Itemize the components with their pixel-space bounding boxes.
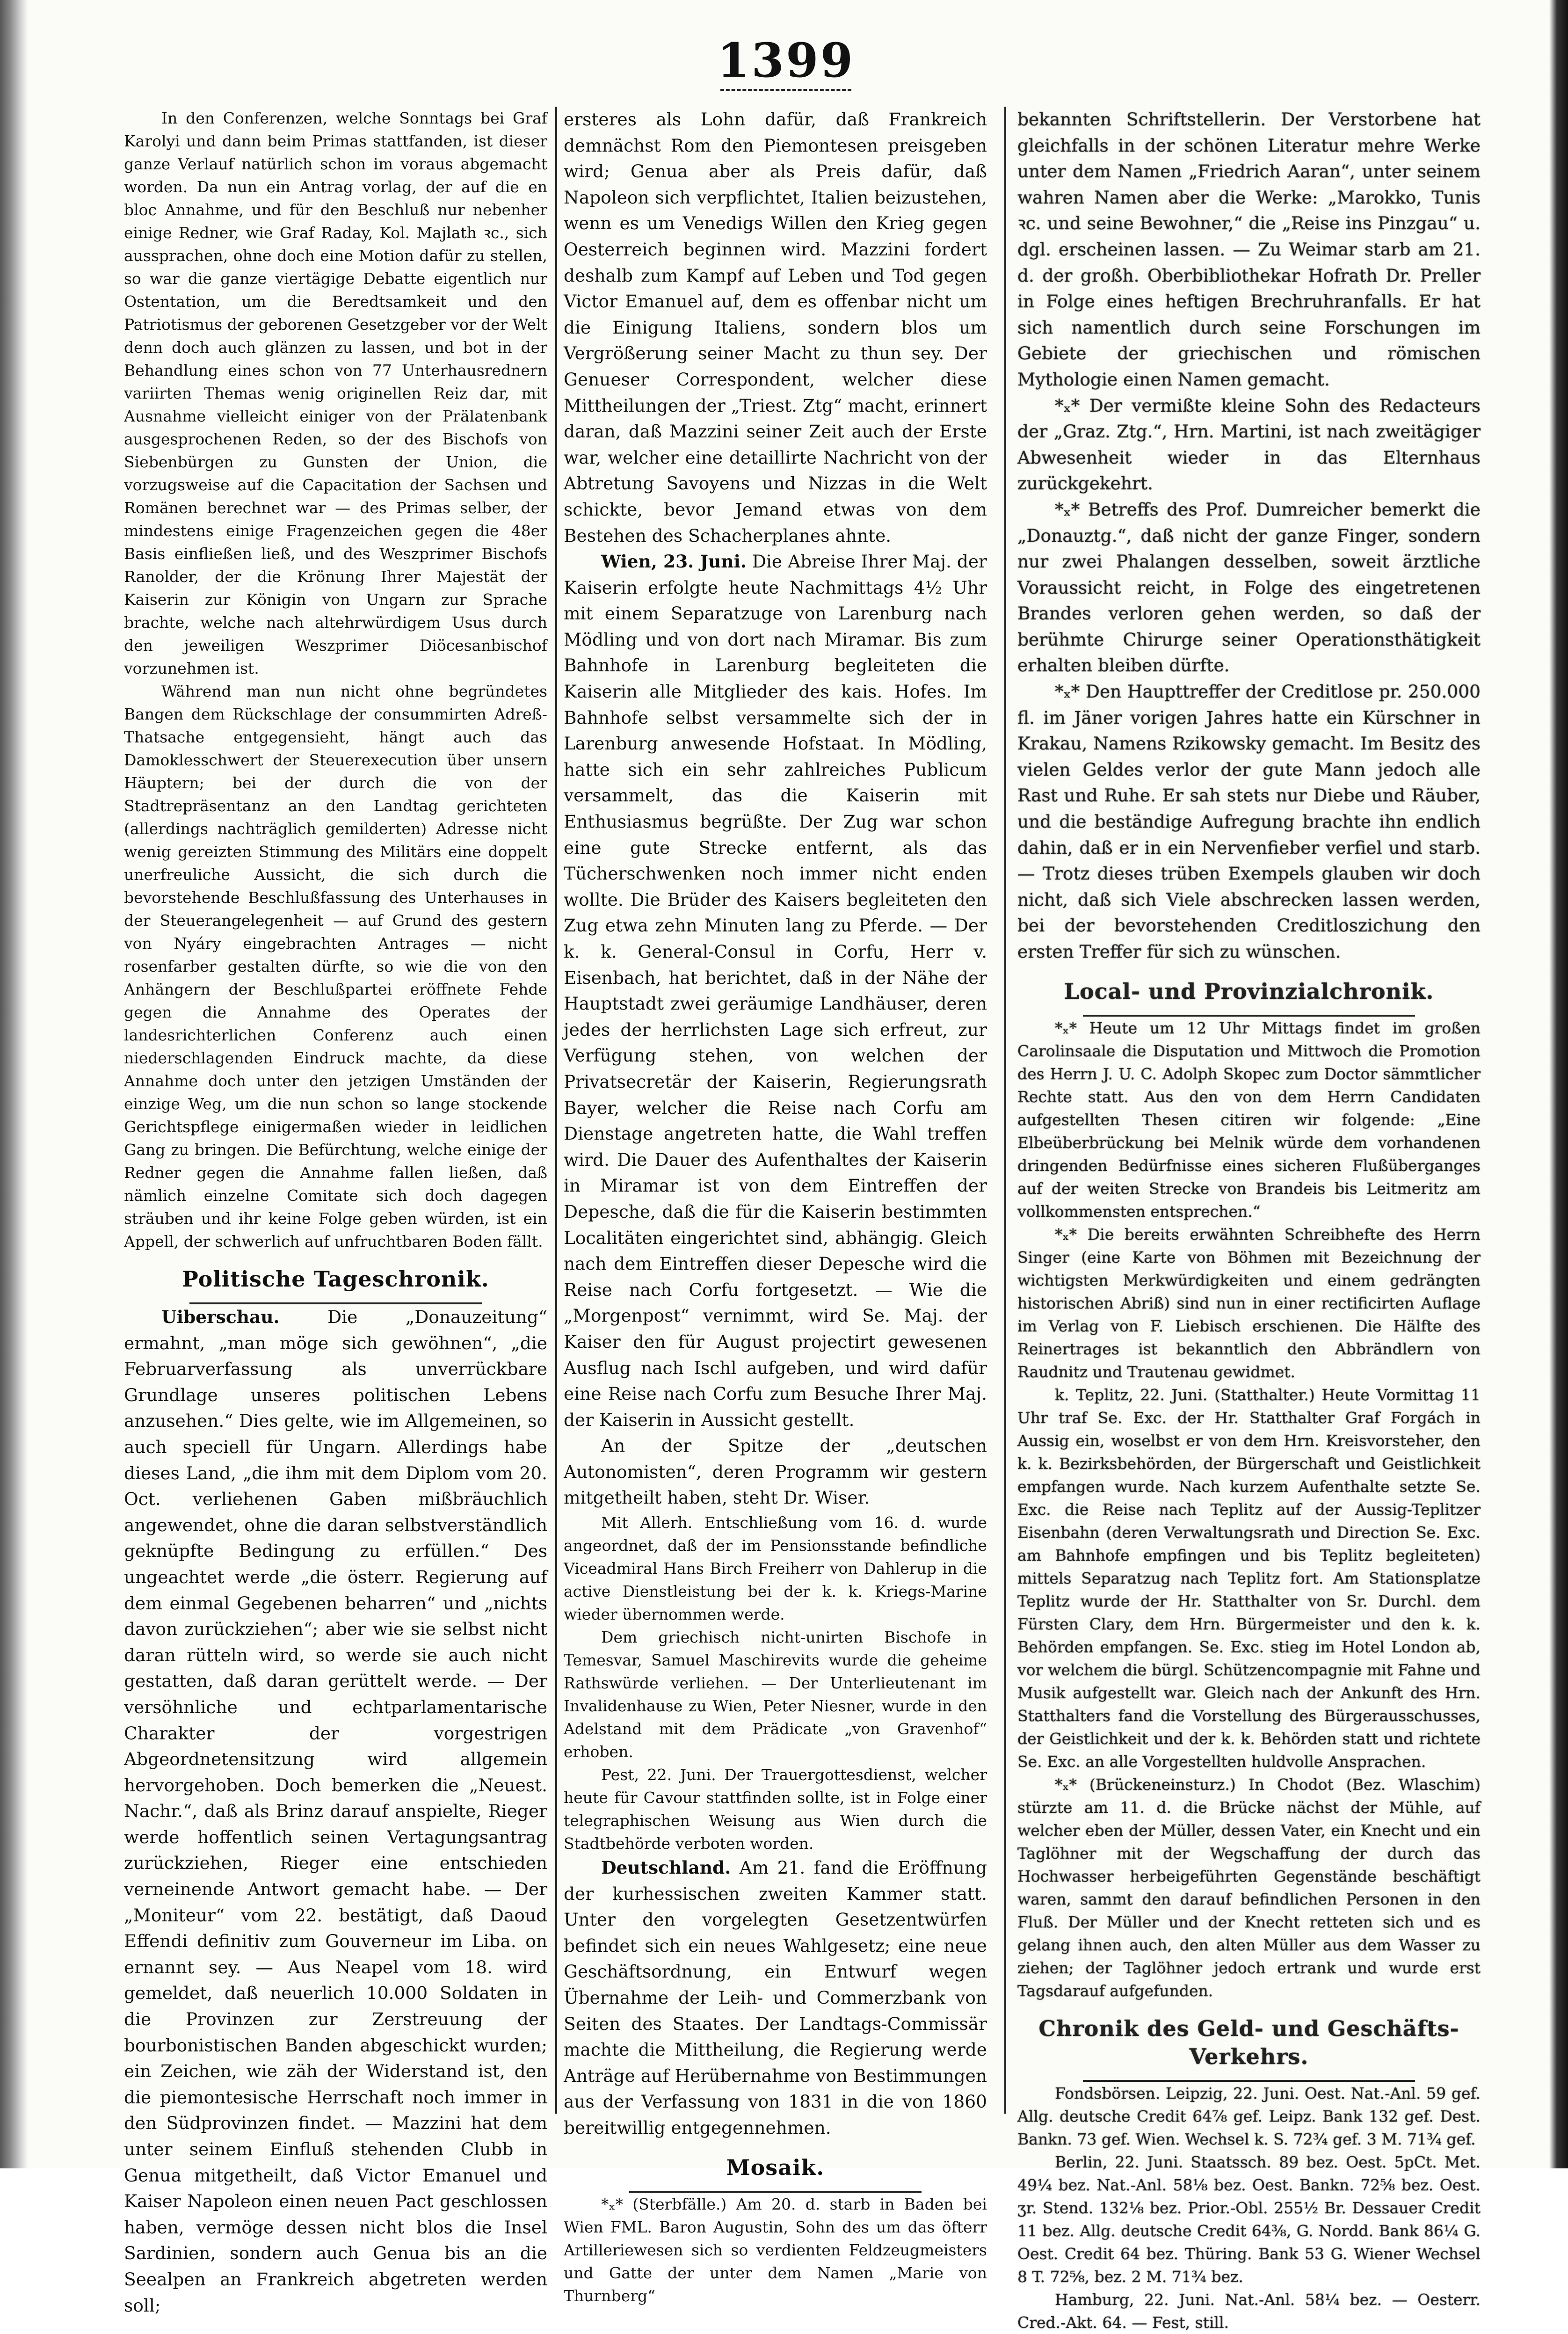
article-paragraph: *ₓ* Heute um 12 Uhr Mittags findet im großen Carolinsaale die Disputation und Mittwoch die Promotion des Herrn J. U. C. Adolph Skopec zum Doctor sämmtlicher Rechte statt. Aus den von dem Herrn Candidaten aufgestellten Thesen citiren wir folgende: „Eine Elbeüberbrückung bei Melnik würde dem vorhandenen dringenden Bedürfnisse eines sicheren Flußüberganges auf der weiten Strecke von Brandeis bis Leitmeritz am vollkommensten entsprechen.“ — [1017, 1018, 1481, 1221]
paragraph-body: Am 21. fand die Eröffnung der kurhessischen zweiten Kammer statt. Unter den vorgelegten Gesetzentwürfen befindet sich ein neues Wahlgesetz; eine neue Geschäftsordnung, ein Entwurf wegen Übernahme der Leih- und Commerzbank von Seiten des Staates. Der Landtags-Commissär machte die Mittheilung, die Regierung werde Anträge auf Herübernahme von Bestimmungen aus der Verfassung von 1831 in die von 1860 bereitwillig entgegennehmen. — [564, 1857, 987, 2138]
page-number: 1399 — [717, 33, 855, 88]
section-heading: Chronik des Geld- und Geschäfts-Verkehrs. — [1038, 2015, 1459, 2069]
article-paragraph: *ₓ* (Brückeneinsturz.) In Chodot (Bez. Wlaschim) stürzte am 11. d. die Brücke nächst der Mühle, auf welcher eben der Müller, dessen Vater, ein Knecht und ein Taglöhner mit der Wegschaffung der durch das Hochwasser herbeigeführten Gegenstände beschäftigt waren, sammt den darauf befindlichen Personen in den Fluß. Der Müller und der Knecht retteten sich und es gelang ihnen auch, den alten Müller aus dem Wasser zu ziehen; der Taglöhner jedoch ertrank und wurde erst Tagsdarauf aufgefunden. — [1017, 1775, 1481, 2000]
column-divider — [555, 107, 557, 2114]
article-paragraph: *ₓ* Der vermißte kleine Sohn des Redacteurs der „Graz. Ztg.“, Hrn. Martini, ist nach zweitägiger Abwesenheit wieder in das Elternhaus zurückgekehrt. — [1017, 395, 1481, 494]
paragraph-lead: Deutschland. — [601, 1857, 731, 1878]
paragraph-body: Die „Donauzeitung“ ermahnt, „man möge sich gewöhnen“, „die Februarverfassung als unverrückbare Grundlage unseres politischen Lebens anzusehen.“ Dies gelte, wie im Allgemeinen, so auch speciell für Ungarn. Allerdings habe dieses Land, „die ihm mit dem Diplom vom 20. Oct. verliehenen Gaben mißbräuchlich angewendet, ohne die daran selbstverständlich geknüpfte Bedingung zu erfüllen.“ Des ungeachtet werde „die österr. Regierung auf dem einmal Gegebenen beharren“ und „nichts davon zurückziehen“; aber wie sie selbst nicht daran rütteln wird, so werde sie auch nicht gestatten, daß daran gerüttelt werde. — Der versöhnliche und echtparlamentarische Charakter der vorgestrigen Abgeordnetensitzung wird allgemein hervorgehoben. Doch bemerken die „Neuest. Nachr.“, daß als Brinz darauf anspielte, Rieger werde hoffentlich seinen Vertagungsantrag zurückziehen, Rieger eine entschieden verneinende Antwort gemacht habe. — Der „Moniteur“ vom 22. bestätigt, daß Daoud Effendi definitiv zum Gouverneur im Liba. on ernannt sey. — Aus Neapel vom 18. wird gemeldet, daß neuerlich 10.000 Soldaten in die Provinzen zur Zerstreuung der bourbonistischen Banden abgeschickt wurden; ein Zeichen, wie zäh der Widerstand ist, den die piemontesische Herrschaft noch immer in den Südprovinzen findet. — Mazzini hat dem unter seinem Einfluß stehenden Clubb in Genua mitgetheilt, daß Victor Emanuel und Kaiser Napoleon einen neuen Pact geschlossen haben, vermöge dessen nicht blos die Insel Sardinien, sondern auch Genua bis an die Seealpen an Frankreich abgetreten werden soll; — [124, 1307, 547, 2316]
page-number-rule — [720, 89, 851, 91]
article-paragraph: Fondsbörsen. Leipzig, 22. Juni. Oest. Nat.-Anl. 59 gef. Allg. deutsche Credit 64⁷⁄₈ gef. Leipz. Bank 132 gef. Dest. Bankn. 73 gef. Wien. Wechsel k. S. 72¾ gef. 3 M. 71¾ gef. — [1017, 2084, 1481, 2148]
page-fold-shadow — [0, 0, 28, 2168]
column-divider — [1004, 107, 1006, 2114]
article-paragraph: *ₓ* (Sterbfälle.) Am 20. d. starb in Baden bei Wien FML. Baron Augustin, Sohn des um das öfterr Artilleriewesen sich so verdienten Feldzeugmeisters und Gatte der unter dem Namen „Marie von Thurnberg“ — [564, 2195, 987, 2305]
article-paragraph: Dem griechisch nicht-unirten Bischofe in Temesvar, Samuel Maschirevits wurde die geheime Rathswürde verliehen. — Der Unterlieutenant im Invalidenhause zu Wien, Peter Niesner, wurde in den Adelstand mit dem Prädicate „von Gravenhof“ erhoben. — [564, 1628, 987, 1761]
section-heading: Local- und Provinzialchronik. — [1064, 978, 1434, 1004]
paragraph-body: Die Abreise Ihrer Maj. der Kaiserin erfolgte heute Nachmittags 4½ Uhr mit einem Separatzuge von Larenburg nach Mödling und von dort nach Miramar. Bis zum Bahnhofe in Larenburg begleiteten die Kaiserin alle Mitglieder des kais. Hofes. Im Bahnhofe selbst versammelte sich der in Larenburg anwesende Hofstaat. In Mödling, hatte sich ein sehr zahlreiches Publicum versammelt, das die Kaiserin mit Enthusiasmus begrüßte. Der Zug war schon eine gute Strecke entfernt, als das Tücherschwenken noch immer nicht enden wollte. Die Brüder des Kaisers begleiteten den Zug etwa zehn Minuten lang zu Pferde. — Der k. k. General-Consul in Corfu, Herr v. Eisenbach, hat berichtet, daß in der Nähe der Hauptstadt zwei geräumige Landhäuser, deren jedes der herrlichsten Lage sich erfreut, zur Verfügung stehen, von welchen der Privatsecretär der Kaiserin, Regierungsrath Bayer, welcher die Reise nach Corfu am Dienstage angetreten hatte, die Wahl treffen wird. Die Dauer des Aufenthaltes der Kaiserin in Miramar ist von dem Eintreffen der Depesche, daß die für die Kaiserin bestimmten Localitäten eingerichtet sind, abhängig. Gleich nach dem Eintreffen dieser Depesche wird die Reise nach Corfu fortgesetzt. — Wie die „Morgenpost“ vernimmt, wird Se. Maj. der Kaiser den für August projectirt gewesenen Ausflug nach Ischl aufgeben, und wird dafür eine Reise nach Corfu zum Besuche Ihrer Maj. der Kaiserin in Aussicht gestellt. — [564, 551, 987, 1430]
column-3 — [1017, 107, 1481, 2332]
article-paragraph: *ₓ* Betreffs des Prof. Dumreicher bemerkt die „Donauztg.“, daß nicht der ganze Finger, sondern nur zwei Phalangen desselben, soweit ärztliche Voraussicht reicht, in Folge des eingetretenen Brandes verloren gehen werden, so daß der berühmte Chirurge seiner Operationsthätigkeit erhalten bleiben dürfte. — [1017, 499, 1481, 676]
article-paragraph: k. Teplitz, 22. Juni. (Statthalter.) Heute Vormittag 11 Uhr traf Se. Exc. der Hr. Statthalter Graf Forgách in Aussig ein, woselbst er von dem Hrn. Kreisvorsteher, den k. k. Bezirksbehörden, der Bürgerschaft und Geistlichkeit empfangen wurde. Nach kurzem Aufenthalte setzte Se. Exc. die Reise nach Teplitz auf der Aussig-Teplitzer Eisenbahn (deren Verwaltungsrath und Direction Se. Exc. am Bahnhofe empfingen und bis Teplitz begleiteten) mittels Separatzug nach Teplitz fort. Am Stationsplatze Teplitz wurde der Hr. Statthalter von Sr. Durchl. dem Fürsten Clary, dem Hrn. Bürgermeister und den k. k. Behörden empfangen. Se. Exc. stieg im Hotel London ab, vor welchem die bürgl. Schützencompagnie mit Fahne und Musik aufgestellt war. Gleich nach der Ankunft des Hrn. Statthalters fand die Vorstellung des Bürgerausschusses, der Geistlichkeit und der k. k. Behörden statt und richtete Se. Exc. an alle Vorgestellten huldvolle Ansprachen. — [1017, 1385, 1481, 1771]
article-paragraph: Während man nun nicht ohne begründetes Bangen dem Rückschlage der consummirten Adreß-Thatsache entgegensieht, hängt auch das Damoklesschwert der Steuerexecution über unsern Häuptern; bei der durch die von der Stadtrepräsentanz an den Landtag gerichteten (allerdings nachträglich gemilderten) Adresse nicht wenig gereizten Stimmung des Militärs eine doppelt unerfreuliche Aussicht, die sich durch die bevorstehende Beschlußfassung des Unterhauses in der Steuerangelegenheit — auf Grund des gestern von Nyáry eingebrachten Antrages — nicht rosenfarber gestalten dürfte, so wie die von den Anhängern der Beschlußpartei eröffnete Fehde gegen die Annahme des Operates der landesrichterlichen Conferenz auch einen niederschlagenden Eindruck machte, da diese Annahme doch unter den jetzigen Umständen der einzige Weg, um die nun schon so lange stockende Gerichtspflege einigermaßen wieder in leidlichen Gang zu bringen. Die Befürchtung, welche einige der Redner gegen die Annahme fallen ließen, daß nämlich einzelne Comitate sich doch dagegen sträuben und ihr keine Folge geben würden, ist ein Appell, der schwerlich auf unfruchtbaren Boden fällt. — [124, 682, 547, 1251]
article-paragraph: An der Spitze der „deutschen Autonomisten“, deren Programm wir gestern mitgetheilt haben, steht Dr. Wiser. — [564, 1435, 987, 1508]
article-paragraph — [564, 549, 987, 1433]
section-heading: Mosaik. — [726, 2154, 825, 2180]
article-paragraph — [124, 1304, 547, 2319]
paragraph-lead: Wien, 23. Juni. — [601, 551, 747, 572]
article-paragraph: Berlin, 22. Juni. Staatssch. 89 bez. Oest. 5pCt. Met. 49¼ bez. Nat.-Anl. 58⅛ bez. Oest. Bankn. 72⅝ bez. Oest. ʒr. Stend. 132⅛ bez. Prior.-Obl. 255½ Br. Dessauer Credit 11 bez. Allg. deutsche Credit 64⅜, G. Nordd. Bank 86¼ G. Oest. Credit 64 bez. Thüring. Bank 53 G. Wiener Wechsel 8 T. 72⅝, bez. 2 M. 71¾ bez. — [1017, 2152, 1481, 2286]
section-heading: Politische Tageschronik. — [182, 1266, 489, 1292]
column-2 — [564, 107, 987, 2305]
article-paragraph: In den Conferenzen, welche Sonntags bei Graf Karolyi und dann beim Primas stattfanden, ist dieser ganze Verlauf natürlich schon im voraus abgemacht worden. Da nun ein Antrag vorlag, der auf die en bloc Annahme, und für den Beschluß nur nebenher einige Redner, wie Graf Raday, Kol. Majlath ꝛc., sich aussprachen, ohne doch eine Motion dafür zu stellen, so war die ganze viertägige Debatte eigentlich nur Ostentation, um die Beredtsamkeit und den Patriotismus der geborenen Gesetzgeber vor der Welt denn doch auch glänzen zu lassen, und bot in der Behandlung eines schon von 77 Unterhausrednern variirten Themas wenig originellen Reiz dar, mit Ausnahme vielleicht einiger von der Prälatenbank ausgesprochenen Reden, so der des Bischofs von Siebenbürgen zu Gunsten der Union, die vorzugsweise auf die Capacitation der Sachsen und Romänen berechnet war — des Primas selber, der mindestens einige Fragenzeichen gegen die 48er Basis einfließen ließ, und des Weszprimer Bischofs Ranolder, der die Krönung Ihrer Majestät der Kaiserin zur Königin von Ungarn zur Sprache brachte, welche nach altehrwürdigem Usus durch den jeweiligen Weszprimer Diöcesanbischof vorzunehmen ist. — [124, 109, 547, 677]
article-paragraph: *ₓ* Die bereits erwähnten Schreibhefte des Herrn Singer (eine Karte von Böhmen mit Bezeichnung der wichtigsten Merkwürdigkeiten und einem gedrängten historischen Abriß) sind nun in einer rectificirten Auflage im Verlag von F. Liebisch erschienen. Die Hälfte des Reinertrages ist bekanntlich den Abbrändlern von Raudnitz und Trautenau gewidmet. — [1017, 1225, 1481, 1381]
article-paragraph: bekannten Schriftstellerin. Der Verstorbene hat gleichfalls in der schönen Literatur mehre Werke unter dem Namen „Friedrich Aaran“, unter seinem wahren Namen aber die Werke: „Marokko, Tunis ꝛc. und seine Bewohner,“ die „Reise ins Pinzgau“ u. dgl. erscheinen lassen. — Zu Weimar starb am 21. d. der großh. Oberbibliothekar Hofrath Dr. Preller in Folge eines heftigen Brechruhranfalls. Er hat sich namentlich durch seine Forschungen im Gebiete der griechischen und römischen Mythologie einen Namen gemacht. — [1017, 109, 1481, 390]
article-paragraph: Hamburg, 22. Juni. Nat.-Anl. 58¼ bez. — Oesterr. Cred.-Akt. 64. — Fest, still. — [1017, 2290, 1481, 2332]
article-paragraph — [564, 1855, 987, 2141]
article-paragraph: Pest, 22. Juni. Der Trauergottesdienst, welcher heute für Cavour stattfinden sollte, ist in Folge einer telegraphischen Weisung aus Wien durch die Stadtbehörde verboten worden. — [564, 1766, 987, 1853]
article-paragraph: ersteres als Lohn dafür, daß Frankreich demnächst Rom den Piemontesen preisgeben wird; Genua aber als Preis dafür, daß Napoleon sich verpflichtet, Italien beizustehen, wenn es um Venedigs Willen den Krieg gegen Oesterreich beginnen wird. Mazzini fordert deshalb zum Kampf auf Leben und Tod gegen Victor Emanuel auf, dem es offenbar nicht um die Einigung Italiens, sondern blos um Vergrößerung seiner Macht zu thun sey. Der Genueser Correspondent, welcher diese Mittheilungen der „Triest. Ztg“ macht, erinnert daran, daß Mazzini seiner Zeit auch der Erste war, welcher eine detaillirte Nachricht von der Abtretung Savoyens und Nizzas in die Welt schickte, bevor Jemand etwas von dem Bestehen des Schacherplanes ahnte. — [564, 109, 987, 546]
article-paragraph: *ₓ* Den Haupttreffer der Creditlose pr. 250.000 fl. im Jäner vorigen Jahres hatte ein Kürschner in Krakau, Namens Rzikowsky gemacht. Im Besitz des vielen Geldes verlor der gute Mann jedoch alle Rast und Ruhe. Er sah stets nur Diebe und Räuber, und die beständige Aufregung brachte ihn endlich dahin, daß er in ein Nervenfieber verfiel und starb. — Trotz dieses trüben Exempels glauben wir doch nicht, daß sich Viele abschrecken lassen werden, bei der bevorstehenden Creditloszichung den ersten Treffer für sich zu wünschen. — [1017, 681, 1481, 962]
article-paragraph: Mit Allerh. Entschließung vom 16. d. wurde angeordnet, daß der im Pensionsstande befindliche Viceadmiral Hans Birch Freiherr von Dahlerup in die active Dienstleistung bei der k. k. Kriegs-Marine wieder übernommen werde. — [564, 1513, 987, 1624]
page-edge-shadow — [1549, 0, 1568, 2168]
paragraph-lead: Uiberschau. — [161, 1307, 280, 1327]
column-1 — [124, 107, 547, 2316]
